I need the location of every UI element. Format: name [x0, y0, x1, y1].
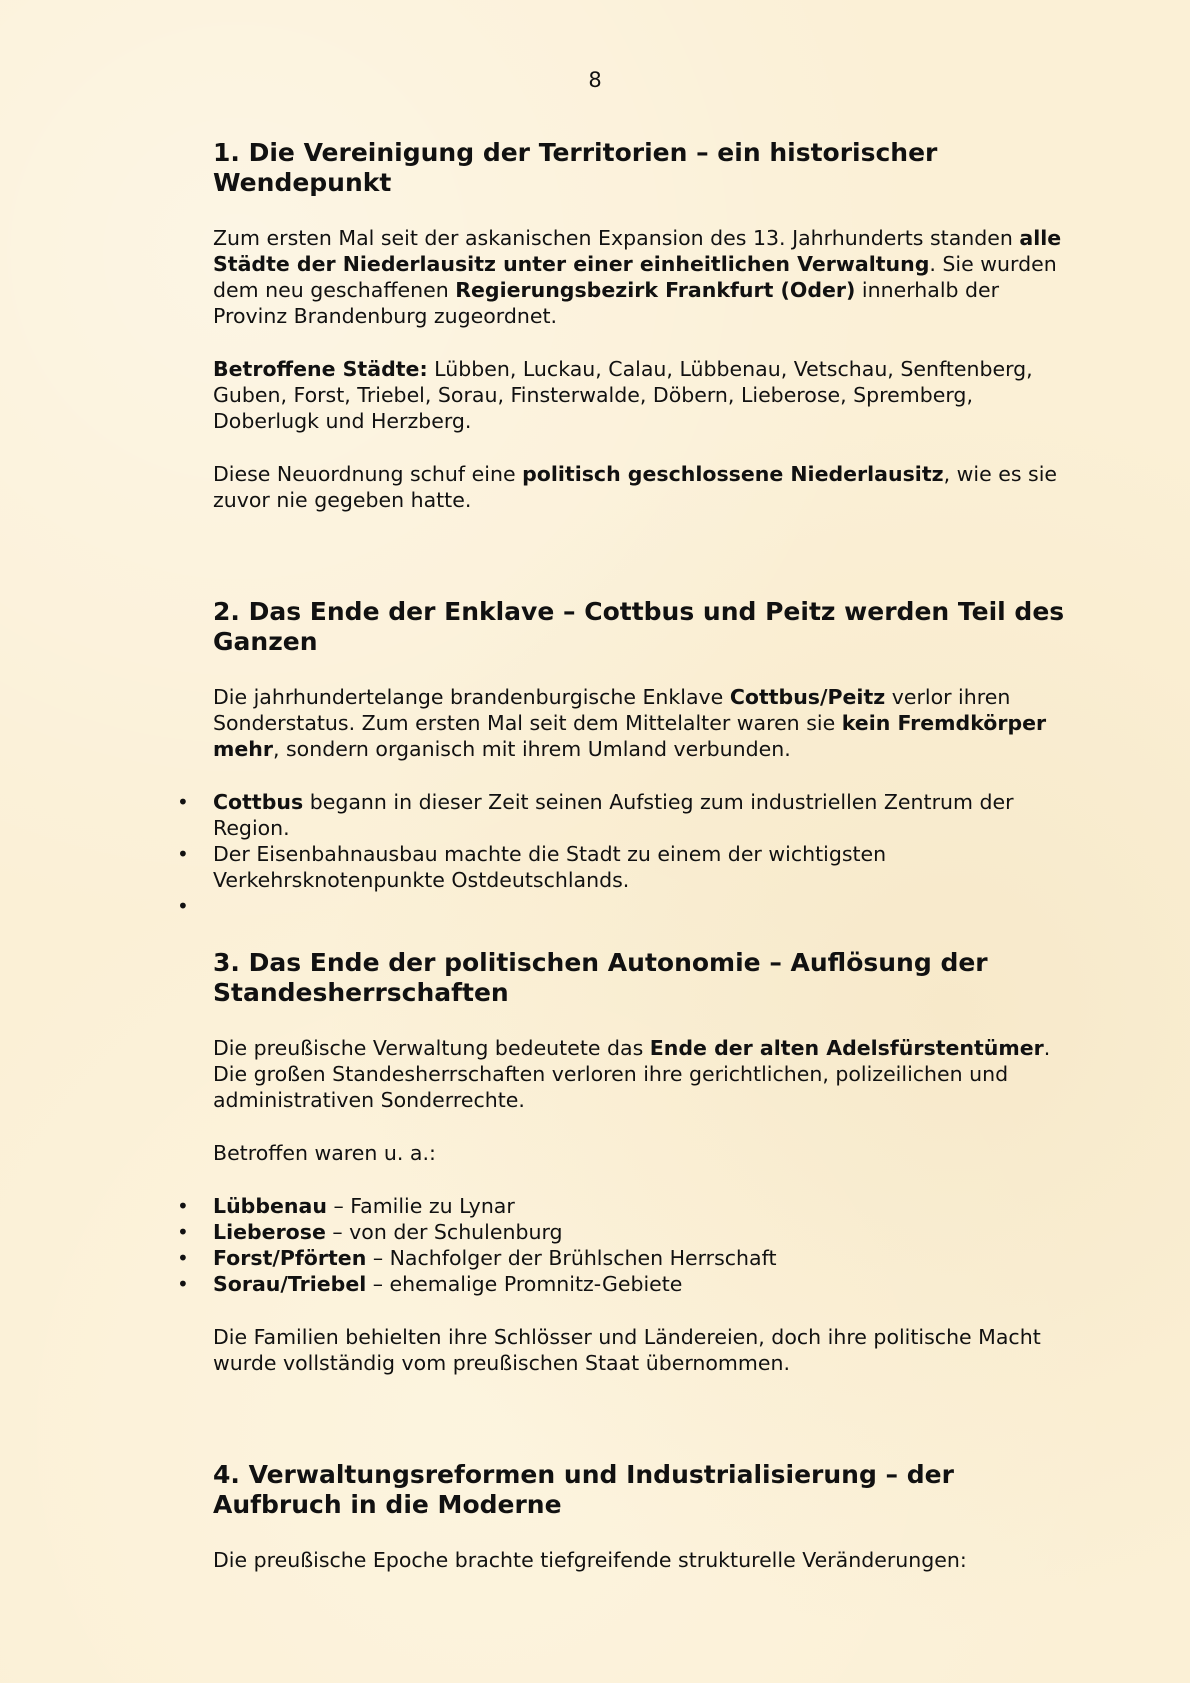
- bold-span: Betroffene Städte:: [213, 357, 428, 381]
- list-item: [213, 841, 1073, 893]
- text-span: , wie es sie zuvor nie gegeben hatte.: [213, 462, 1057, 512]
- bold-span: Cottbus/Peitz: [729, 685, 886, 709]
- bold-span: politisch geschlossene Niederlausitz: [522, 462, 944, 486]
- page-content: [213, 138, 1073, 1573]
- list-item: [213, 1193, 1073, 1219]
- text-span: , sondern organisch mit ihrem Umland verbunden.: [272, 737, 791, 761]
- section-1-paragraph-1: [213, 225, 1073, 329]
- section-4-heading: 4. Verwaltungsreformen und Industrialisierung – der Aufbruch in die Moderne: [213, 1460, 954, 1519]
- bold-span: Lieberose: [213, 1220, 326, 1244]
- section-3-heading: 3. Das Ende der politischen Autonomie – Auflösung der Standesherrschaften: [213, 948, 988, 1007]
- text-span: Der Eisenbahnausbau machte die Stadt zu einem der wichtigsten Verkehrsknotenpunkte Ostdeutschlands.: [213, 842, 887, 892]
- text-span: – von der Schulenburg: [325, 1220, 563, 1244]
- list-item: [213, 1219, 1073, 1245]
- bold-span: alle Städte der Niederlausitz unter einer einheitlichen Verwaltung: [213, 226, 1062, 276]
- page-number: 8: [588, 68, 602, 92]
- section-3-paragraph-3: Die Familien behielten ihre Schlösser und Ländereien, doch ihre politische Macht wurde vollständig vom preußischen Staat übernommen.: [213, 1325, 1041, 1375]
- text-span: Die jahrhundertelange brandenburgische Enklave: [213, 685, 730, 709]
- bold-span: Cottbus: [213, 790, 304, 814]
- bold-span: Regierungsbezirk Frankfurt (Oder): [455, 278, 856, 302]
- section-1-paragraph-3: [213, 461, 1073, 513]
- section-4-paragraph-1: Die preußische Epoche brachte tiefgreifende strukturelle Veränderungen:: [213, 1548, 967, 1572]
- text-span: begann in dieser Zeit seinen Aufstieg zum industriellen Zentrum der Region.: [213, 790, 1014, 840]
- bold-span: kein Fremdkörper mehr: [213, 711, 1047, 761]
- text-span: Diese Neuordnung schuf eine: [213, 462, 523, 486]
- text-span: . Sie wurden dem neu geschaffenen: [213, 252, 1057, 302]
- text-span: – Familie zu Lynar: [326, 1194, 515, 1218]
- list-item: [213, 789, 1073, 841]
- bold-span: Ende der alten Adelsfürstentümer: [649, 1036, 1044, 1060]
- bold-span: Sorau/Triebel: [213, 1272, 367, 1296]
- text-span: . Die großen Standesherrschaften verloren ihre gerichtlichen, polizeilichen und administrativen Sonderrechte.: [213, 1036, 1051, 1112]
- text-span: innerhalb der Provinz Brandenburg zugeordnet.: [213, 278, 1000, 328]
- text-span: Zum ersten Mal seit der askanischen Expansion des 13. Jahrhunderts standen: [213, 226, 1020, 250]
- list-item: [213, 1271, 1073, 1297]
- text-span: – Nachfolger der Brühlschen Herrschaft: [366, 1246, 777, 1270]
- section-2-bullet-list: [213, 789, 1073, 919]
- text-span: – ehemalige Promnitz-Gebiete: [366, 1272, 683, 1296]
- section-3-paragraph-1: [213, 1035, 1073, 1113]
- section-3-bullet-list: [213, 1193, 1073, 1297]
- section-1-heading: 1. Die Vereinigung der Territorien – ein historischer Wendepunkt: [213, 138, 938, 197]
- list-item: [213, 1245, 1073, 1271]
- text-span: Lübben, Luckau, Calau, Lübbenau, Vetschau, Senftenberg, Guben, Forst, Triebel, Sorau, Finsterwalde, Döbern, Lieberose, Spremberg, Doberlugk und Herzberg.: [213, 357, 1033, 433]
- bold-span: Forst/Pförten: [213, 1246, 367, 1270]
- section-2-heading: 2. Das Ende der Enklave – Cottbus und Peitz werden Teil des Ganzen: [213, 597, 1065, 656]
- section-3-paragraph-2: Betroffen waren u. a.:: [213, 1141, 436, 1165]
- bold-span: Lübbenau: [213, 1194, 327, 1218]
- text-span: Die preußische Verwaltung bedeutete das: [213, 1036, 650, 1060]
- section-2-paragraph-1: [213, 684, 1073, 762]
- section-1-paragraph-2: [213, 356, 1073, 434]
- list-item-empty: [213, 893, 1073, 919]
- text-span: verlor ihren Sonderstatus. Zum ersten Mal seit dem Mittelalter waren sie: [213, 685, 1011, 735]
